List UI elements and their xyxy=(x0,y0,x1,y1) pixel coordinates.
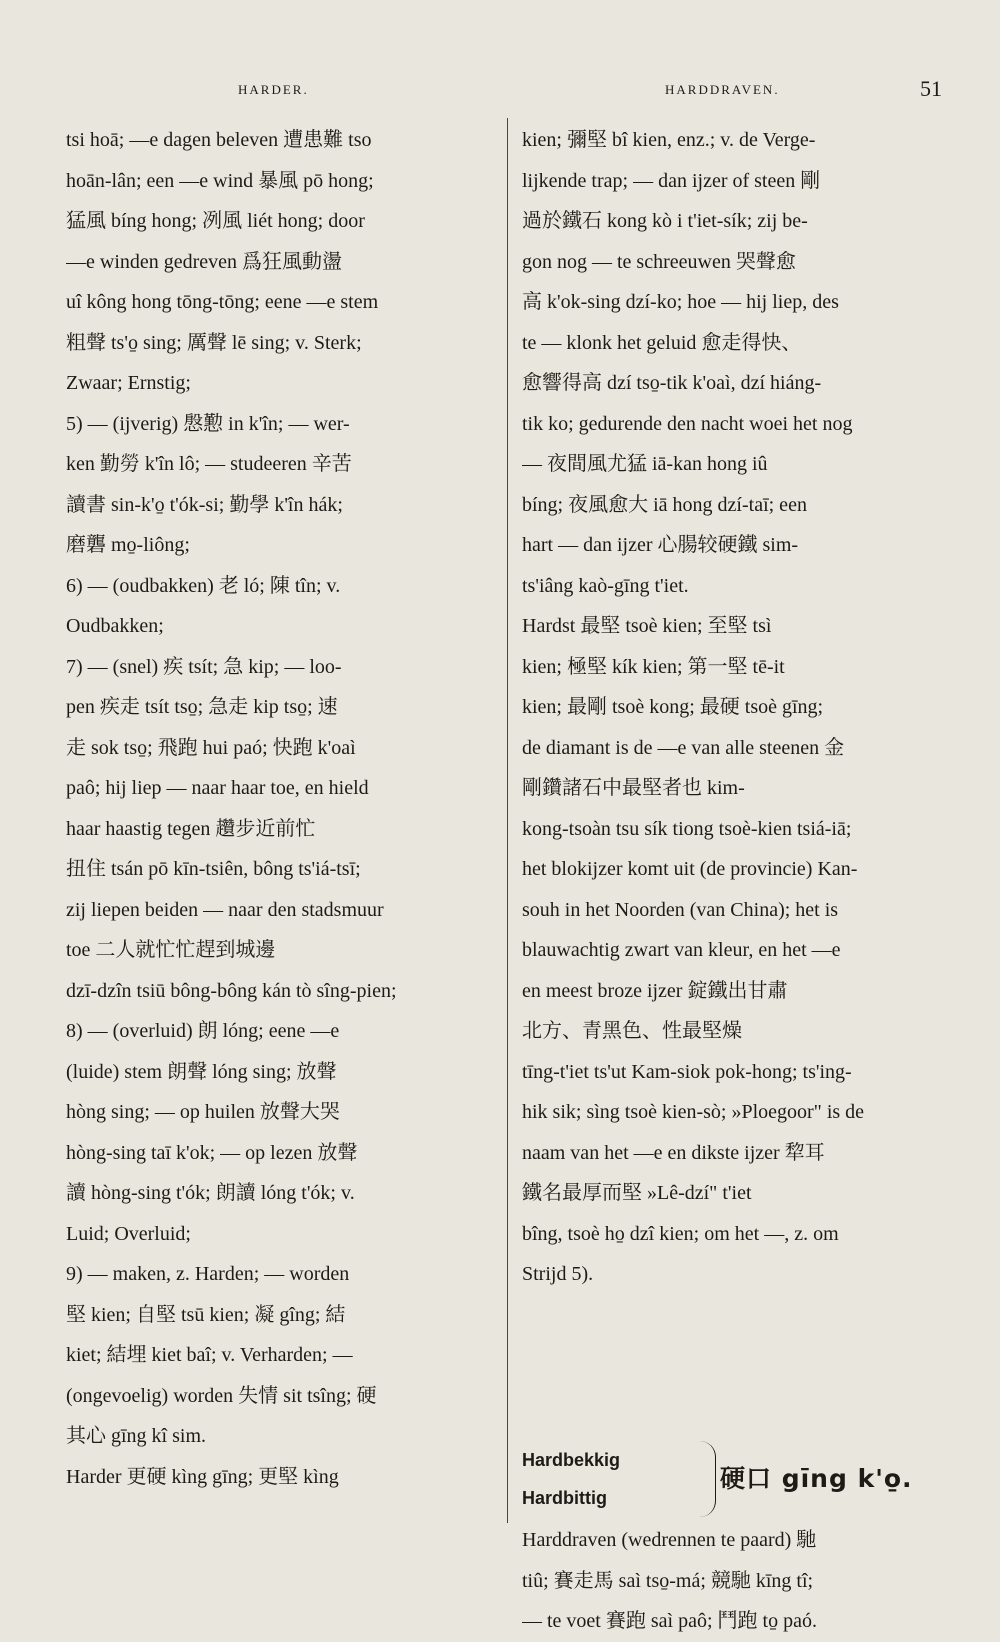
left-column-line: 讀 hòng-sing t'ók; 朗讀 lóng t'ók; v. xyxy=(66,1182,355,1204)
left-column-line: 8) — (overluid) 朗 lóng; eene —e xyxy=(66,1020,340,1042)
right-column-line: kong-tsoàn tsu sík tiong tsoè-kien tsiá-iā; xyxy=(522,817,852,840)
harddraven-line-1: Harddraven (wedrennen te paard) 馳 xyxy=(522,1529,817,1551)
column-divider xyxy=(507,118,508,1523)
left-column-line: 9) — maken, z. Harden; — worden xyxy=(66,1263,350,1285)
left-column-line: haar haastig tegen 趲步近前忙 xyxy=(66,817,316,840)
shared-gloss xyxy=(720,1459,913,1495)
left-column-line: Oudbakken; xyxy=(66,615,164,637)
right-column-line: lijkende trap; — dan ijzer of steen 剛 xyxy=(522,169,821,192)
left-column-line: hoān-lân; een —e wind 暴風 pō hong; xyxy=(66,169,374,192)
right-column-line: 過於鐵石 kong kò i t'iet-sík; zij be- xyxy=(522,210,808,232)
right-column-line: 北方、青黑色、性最堅燥 xyxy=(522,1020,742,1042)
right-column-line: kien; 彌堅 bî kien, enz.; v. de Verge- xyxy=(522,129,816,151)
left-column-line: dzī-dzîn tsiū bông-bông kán tò sîng-pien; xyxy=(66,979,397,1002)
page-number: 51 xyxy=(920,76,942,101)
right-column-line: tik ko; gedurende den nacht woei het nog xyxy=(522,412,853,435)
harddraven-line-2: tiû; 賽走馬 saì tso̱-má; 競馳 kīng tî; xyxy=(522,1569,814,1592)
right-column-line: 高 k'ok-sing dzí-ko; hoe — hij liep, des xyxy=(522,291,839,313)
right-column-line: hik sik; sìng tsoè kien-sò; »Ploegoor" is de xyxy=(522,1101,865,1123)
right-column-line: naam van het —e en dikste ijzer 犂耳 xyxy=(522,1141,825,1164)
left-column-line: 粗聲 ts'o̱ sing; 厲聲 lē sing; v. Sterk; xyxy=(66,331,362,354)
left-column-line: Zwaar; Ernstig; xyxy=(66,372,191,394)
running-head-right: HARDDRAVEN. xyxy=(665,82,780,97)
left-column-line: hòng-sing taī k'ok; — op lezen 放聲 xyxy=(66,1141,358,1164)
left-column-line: 讀書 sin-k'o̱ t'ók-si; 勤學 k'în hák; xyxy=(66,493,343,516)
right-column-line: 愈響得高 dzí tso̱-tik k'oaì, dzí hiáng- xyxy=(522,372,822,394)
shared-gloss-text: 硬口 gīng k'o̱. xyxy=(720,1464,913,1493)
left-column-line: paô; hij liep — naar haar toe, en hield xyxy=(66,777,369,799)
left-column-line: 其心 gīng kî sim. xyxy=(66,1425,207,1447)
right-column-line: Strijd 5). xyxy=(522,1263,594,1285)
left-column-line: 走 sok tso̱; 飛跑 hui paó; 快跑 k'oaì xyxy=(66,736,356,759)
right-column-line: 剛鑽諸石中最堅者也 kim- xyxy=(522,777,745,799)
left-column-line: 堅 kien; 自堅 tsū kien; 凝 gîng; 結 xyxy=(66,1303,346,1326)
right-column-line: tīng-t'iet ts'ut Kam-siok pok-hong; ts'ing- xyxy=(522,1060,852,1083)
right-column-line: kien; 最剛 tsoè kong; 最硬 tsoè gīng; xyxy=(522,696,824,718)
right-column-lines xyxy=(522,120,954,1295)
right-column-line: bíng; 夜風愈大 iā hong dzí-taī; een xyxy=(522,493,807,516)
left-column-line: kiet; 結埋 kiet baî; v. Verharden; — xyxy=(66,1344,353,1366)
left-column-line: hòng sing; — op huilen 放聲大哭 xyxy=(66,1101,340,1123)
left-column-line: Luid; Overluid; xyxy=(66,1222,191,1245)
left-column-line: tsi hoā; —e dagen beleven 遭患難 tso xyxy=(66,129,372,151)
right-column-line: kien; 極堅 kík kien; 第一堅 tē-it xyxy=(522,655,785,678)
left-column-line: 磨礱 mo̱-liông; xyxy=(66,534,190,556)
right-column-line: de diamant is de —e van alle steenen 金 xyxy=(522,736,845,759)
running-head-left: HARDER. xyxy=(238,82,309,97)
harddraven-line-3: — te voet 賽跑 saì paô; 鬥跑 to̱ paó. xyxy=(522,1610,817,1632)
right-column-line: het blokijzer komt uit (de provincie) Kan- xyxy=(522,858,858,880)
left-column-line: ken 勤勞 k'în lô; — studeeren 辛苦 xyxy=(66,453,352,475)
left-column-line: 猛風 bíng hong; 冽風 liét hong; door xyxy=(66,210,365,232)
left-column-line: 7) — (snel) 疾 tsít; 急 kip; — loo- xyxy=(66,655,342,678)
left-column-line: toe 二人就忙忙趕到城邊 xyxy=(66,939,276,961)
harddraven-entry xyxy=(522,1520,817,1642)
right-column-line: — 夜間風尤猛 iā-kan hong iû xyxy=(522,453,768,475)
left-column-line: (luide) stem 朗聲 lóng sing; 放聲 xyxy=(66,1060,337,1083)
left-column-line: —e winden gedreven 爲狂風動盪 xyxy=(66,250,343,273)
entry-hardbekkig: Hardbekkig xyxy=(522,1450,621,1470)
left-column-line: 扭住 tsán pō kīn-tsiên, bông ts'iá-tsī; xyxy=(66,858,361,880)
left-column-line: (ongevoelig) worden 失情 sit tsîng; 硬 xyxy=(66,1384,377,1407)
right-column-line: blauwachtig zwart van kleur, en het —e xyxy=(522,939,841,961)
left-column-line: 6) — (oudbakken) 老 ló; 陳 tîn; v. xyxy=(66,574,341,597)
right-column-line: souh in het Noorden (van China); het is xyxy=(522,898,839,921)
right-column xyxy=(522,120,954,1632)
left-column-line: Harder 更硬 kìng gīng; 更堅 kìng xyxy=(66,1465,339,1488)
right-column-line: gon nog — te schreeuwen 哭聲愈 xyxy=(522,250,796,273)
hardbekkig-group xyxy=(522,1441,620,1517)
grouping-brace xyxy=(697,1441,716,1517)
right-column-line: 鐵名最厚而堅 »Lê-dzí" t'iet xyxy=(522,1182,752,1204)
left-column-line: uî kông hong tōng-tōng; eene —e stem xyxy=(66,291,379,313)
right-column-line: Hardst 最堅 tsoè kien; 至堅 tsì xyxy=(522,615,772,637)
right-column-line: bîng, tsoè ho̱ dzî kien; om het —, z. om xyxy=(522,1222,839,1245)
left-column-line: 5) — (ijverig) 慇懃 in k'în; — wer- xyxy=(66,412,350,435)
entry-hardbittig: Hardbittig xyxy=(522,1488,607,1508)
right-column-line: hart — dan ijzer 心腸较硬鐵 sim- xyxy=(522,534,799,556)
left-column-line: pen 疾走 tsít tso̱; 急走 kip tso̱; 速 xyxy=(66,696,338,718)
right-column-line: te — klonk het geluid 愈走得快、 xyxy=(522,331,802,354)
right-column-line: ts'iâng kaò-gīng t'iet. xyxy=(522,574,689,597)
right-column-line: en meest broze ijzer 錠鐵出甘肅 xyxy=(522,979,788,1002)
left-column-line: zij liepen beiden — naar den stadsmuur xyxy=(66,898,384,921)
left-column xyxy=(66,120,506,1520)
